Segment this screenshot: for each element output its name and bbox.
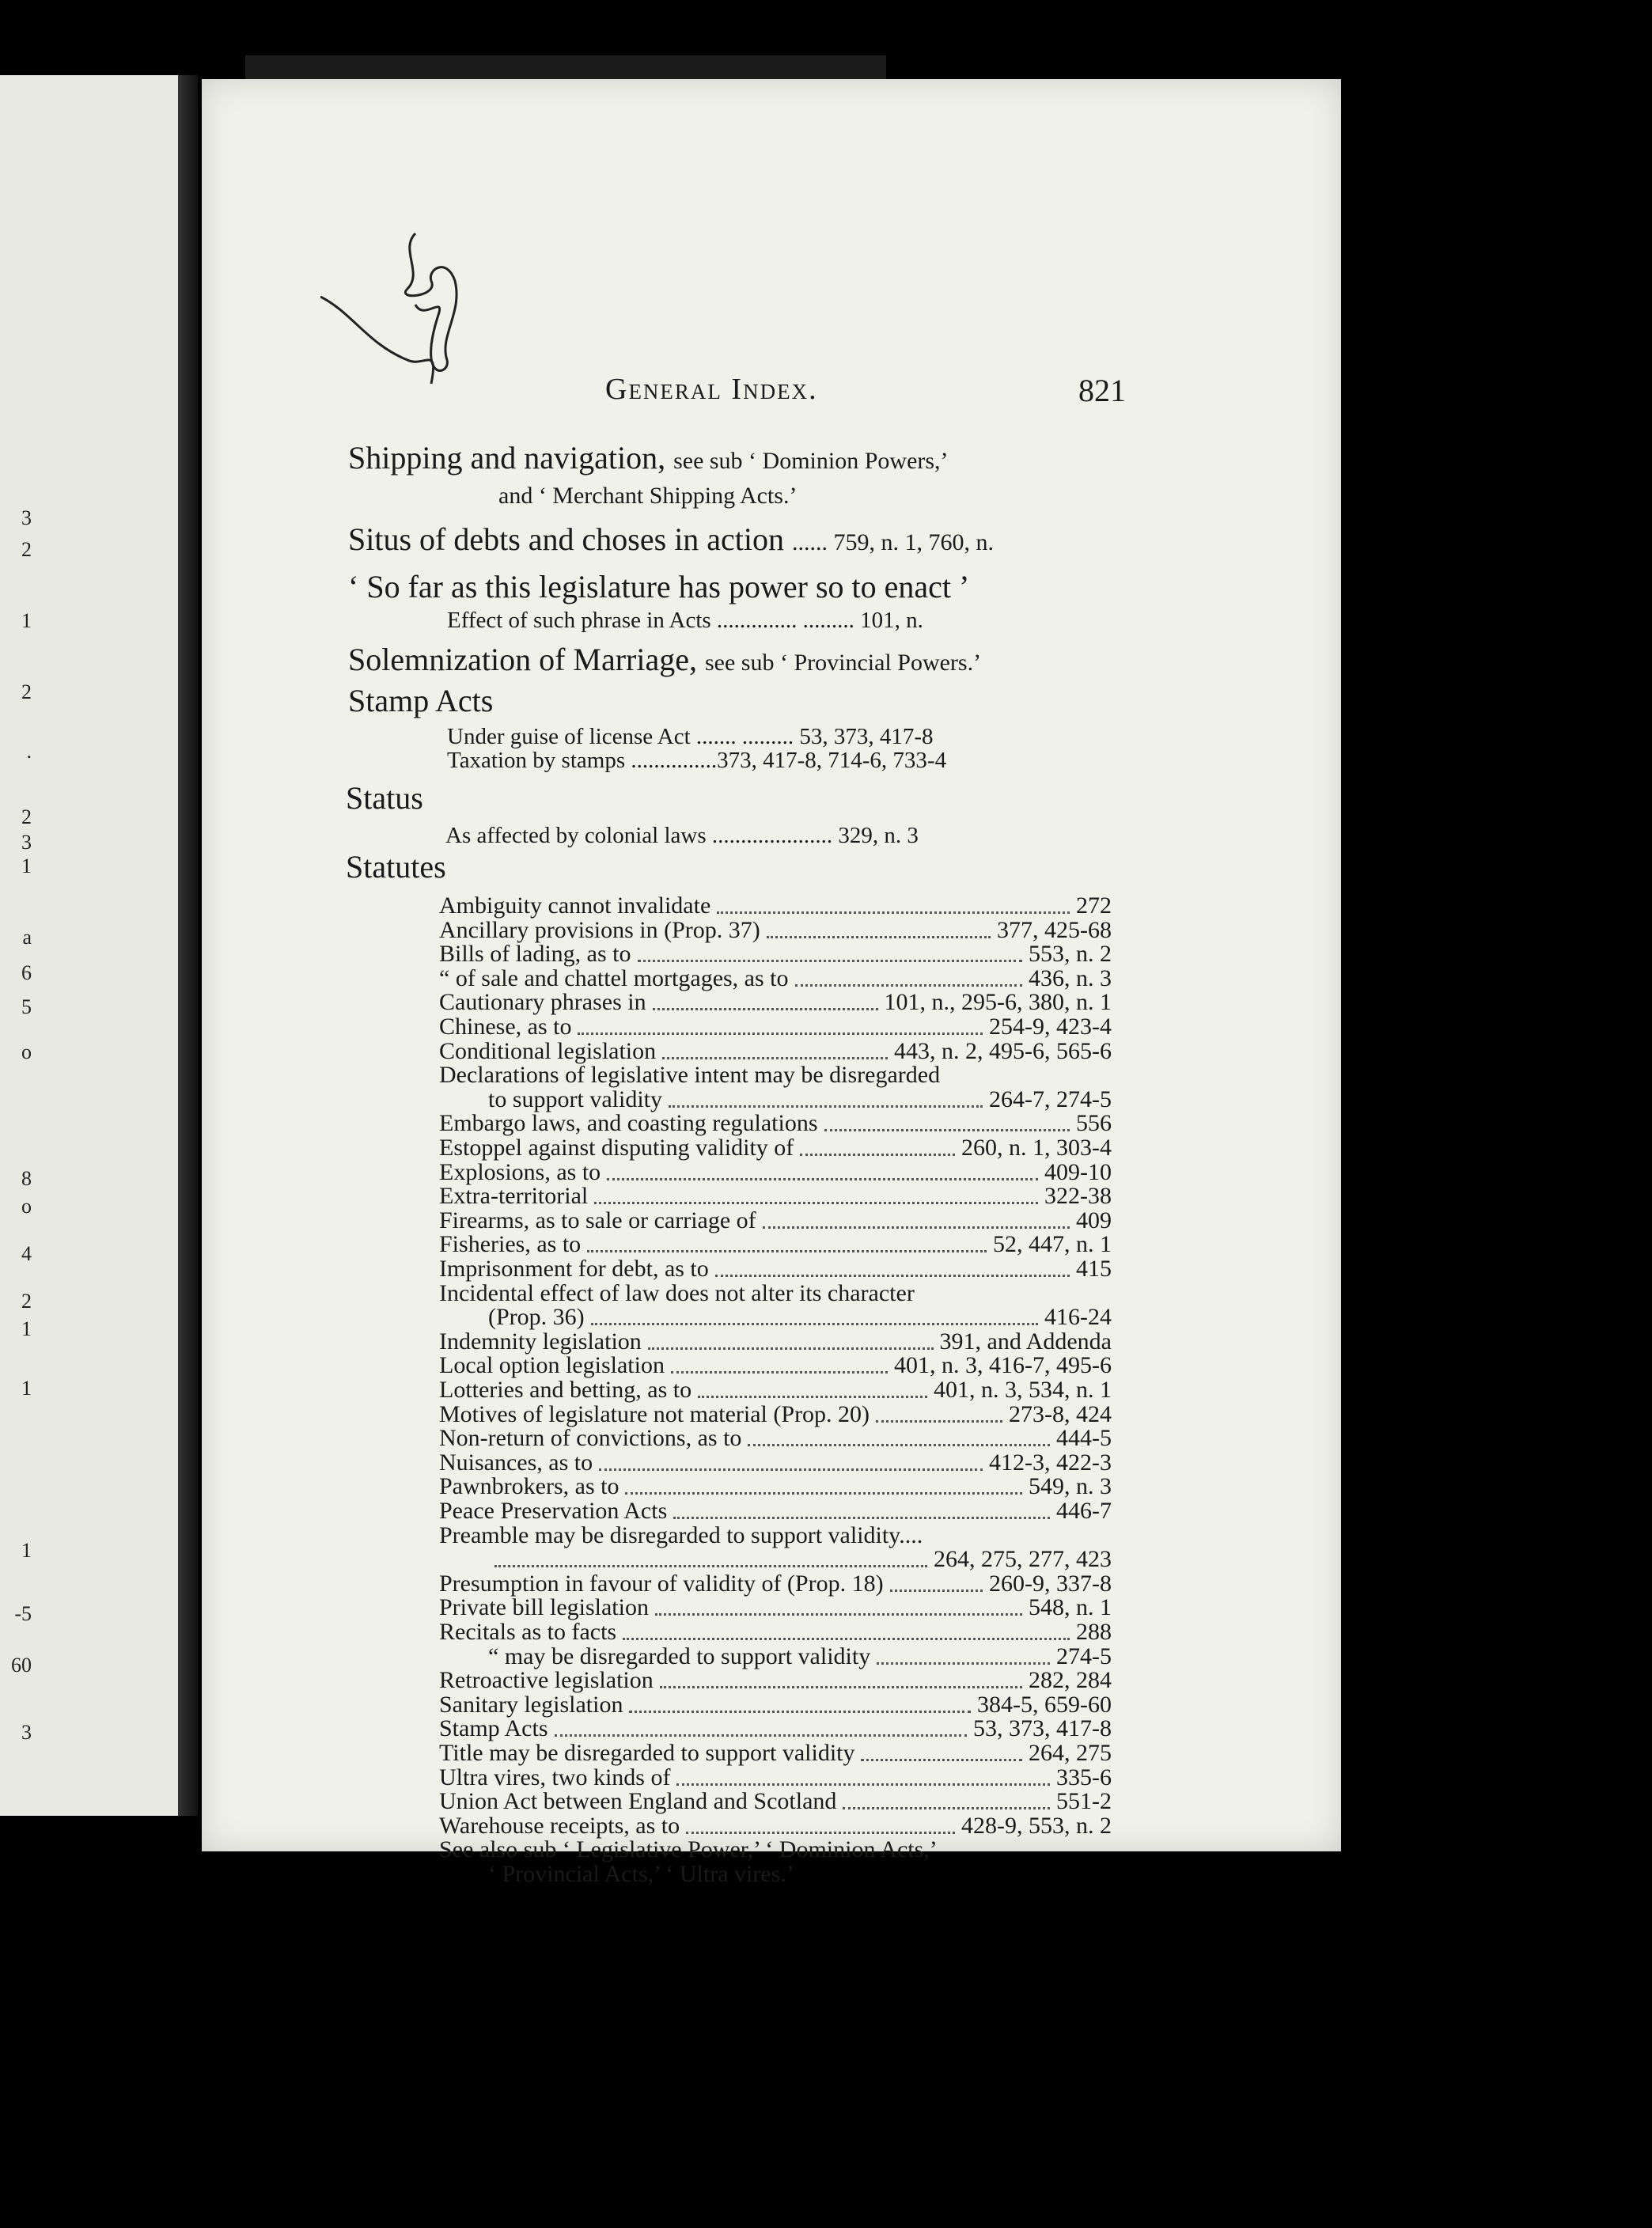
leader-dots — [715, 1273, 1070, 1277]
statute-subentry-label: Preamble may be disregarded to support validity.... — [439, 1521, 923, 1548]
page-number: 821 — [1078, 373, 1126, 408]
page-header — [202, 372, 1341, 419]
statute-subentry-label: Ultra vires, two kinds of — [439, 1764, 671, 1790]
leader-dots — [591, 1321, 1038, 1325]
stamp-acts-sub-1 — [447, 724, 934, 750]
statute-subentry-pages: 443, n. 2, 495-6, 565-6 — [894, 1037, 1112, 1064]
statute-subentry-label: Ambiguity cannot invalidate — [439, 892, 711, 919]
stamp-acts-sub-2 — [447, 748, 946, 774]
statute-subentry-pages: 416-24 — [1044, 1304, 1112, 1331]
leader-dots — [653, 1006, 878, 1010]
statute-subentry-label: Cautionary phrases in — [439, 989, 646, 1016]
leader-dots — [660, 1684, 1022, 1688]
leader-dots — [625, 1491, 1022, 1495]
statute-subentry-pages: 264-7, 274-5 — [989, 1086, 1112, 1112]
statute-subentry-pages: 260, n. 1, 303-4 — [961, 1135, 1112, 1161]
leader-dots — [767, 934, 991, 938]
statute-subentry-label: Fisheries, as to — [439, 1231, 582, 1258]
statute-subentry-label: Peace Preservation Acts — [439, 1498, 668, 1524]
statute-subentry-label: Incidental effect of law does not alter its character — [439, 1279, 915, 1306]
leader-dots — [648, 1346, 934, 1350]
leader-dots — [763, 1225, 1070, 1229]
statute-subentry-label: Union Act between England and Scotland — [439, 1788, 837, 1815]
entry-pages: ...... 759, n. 1, 760, n. — [792, 529, 995, 555]
leader-dots — [669, 1104, 983, 1108]
entry-head-text: Solemnization of Marriage, — [348, 642, 697, 677]
statute-subentry-pages: 322-38 — [1044, 1183, 1112, 1210]
leader-dots — [824, 1127, 1070, 1131]
left-page-fragment: 1 — [21, 609, 32, 632]
sub-label: Effect of such phrase in Acts — [447, 608, 711, 633]
statute-subentry-pages: 401, n. 3, 534, n. 1 — [934, 1377, 1112, 1403]
leader-dots — [795, 983, 1022, 987]
statute-subentry-pages: 53, 373, 417-8 — [973, 1715, 1112, 1742]
sub-pages: ...............373, 417-8, 714-6, 733-4 — [631, 748, 947, 773]
statute-subentry-label: Local option legislation — [439, 1352, 665, 1379]
leader-dots — [587, 1249, 987, 1252]
left-page-fragment: a — [22, 926, 32, 949]
status-sub — [445, 823, 919, 849]
statute-subentry-label: Lotteries and betting, as to — [439, 1377, 692, 1403]
statute-subentry-pages: 272 — [1076, 892, 1112, 919]
left-page-fragment: 2 — [21, 538, 32, 561]
sub-pages: ..................... 329, n. 3 — [711, 823, 919, 848]
statute-subentry-label: Declarations of legislative intent may be disregarded — [439, 1062, 941, 1089]
statute-subentry-pages: 412-3, 422-3 — [989, 1449, 1112, 1476]
running-title: General Index. — [605, 373, 818, 406]
leader-dots — [717, 910, 1070, 914]
statute-subentry-label: Private bill legislation — [439, 1594, 649, 1621]
statute-subentry-label: Indemnity legislation — [439, 1328, 642, 1355]
statute-subentry-label: Sanitary legislation — [439, 1691, 623, 1718]
gutter-shadow — [178, 75, 198, 1816]
entry-see-ref: see sub ‘ Dominion Powers,’ — [673, 448, 949, 474]
entry-head-text: Shipping and navigation, — [348, 440, 666, 476]
statute-subentry-label: Extra-territorial — [439, 1183, 589, 1210]
statute-subentry-label: Conditional legislation — [439, 1037, 657, 1064]
entry-so-far-sub — [447, 608, 923, 634]
statute-subentry-label: Recitals as to facts — [439, 1619, 617, 1645]
statute-subentry-label: Explosions, as to — [439, 1158, 601, 1185]
statute-subentry-pages: 415 — [1076, 1256, 1112, 1282]
left-page-edge — [0, 75, 178, 1816]
leader-dots — [555, 1733, 967, 1737]
leader-dots — [698, 1394, 927, 1398]
index-page — [202, 79, 1341, 1887]
leader-dots — [655, 1612, 1022, 1616]
leader-dots — [599, 1467, 983, 1471]
statute-subentry-pages: 273-8, 424 — [1009, 1400, 1112, 1427]
statute-subentry-label: Presumption in favour of validity of (Prop. 18) — [439, 1570, 884, 1597]
statute-subentry-label: Pawnbrokers, as to — [439, 1473, 620, 1500]
statute-subentry-label: Retroactive legislation — [439, 1667, 654, 1694]
leader-dots — [890, 1588, 983, 1592]
statute-subentry-label: Non-return of convictions, as to — [439, 1425, 742, 1452]
left-page-fragment: 2 — [21, 680, 32, 703]
statute-subentry-pages: 264, 275, 277, 423 — [934, 1546, 1112, 1573]
leader-dots — [671, 1370, 888, 1374]
left-page-fragment: 60 — [11, 1654, 32, 1677]
sub-label: Under guise of license Act — [447, 724, 691, 749]
statute-subentry-label: (Prop. 36) — [488, 1304, 585, 1331]
left-page-fragment: o — [21, 1040, 32, 1063]
leader-dots — [676, 1782, 1050, 1786]
statute-subentry-pages: 556 — [1076, 1110, 1112, 1137]
leader-dots — [607, 1177, 1038, 1180]
leader-dots — [629, 1709, 971, 1713]
left-page-fragment: 1 — [21, 1317, 32, 1340]
statute-subentry-label: “ of sale and chattel mortgages, as to — [439, 964, 789, 991]
statute-subentry-pages: 444-5 — [1056, 1425, 1112, 1452]
statute-subentry-pages: 401, n. 3, 416-7, 495-6 — [894, 1352, 1112, 1379]
statute-subentry-label: ‘ Provincial Acts,’ ‘ Ultra vires.’ — [488, 1861, 794, 1887]
statute-subentry-pages: 377, 425-68 — [997, 916, 1112, 943]
entry-see-ref: see sub ‘ Provincial Powers.’ — [704, 650, 982, 676]
left-page-fragment: . — [26, 740, 32, 763]
left-page-fragment: 1 — [21, 1539, 32, 1562]
statute-subentry-label: Stamp Acts — [439, 1715, 548, 1742]
statute-subentry-label: Firearms, as to sale or carriage of — [439, 1207, 756, 1233]
statute-subentry-pages: 553, n. 2 — [1029, 941, 1112, 968]
statute-subentry-label: Bills of lading, as to — [439, 941, 631, 968]
statute-subentry-label: to support validity — [488, 1086, 662, 1112]
left-page-fragment: 6 — [21, 961, 32, 984]
entry-situs — [348, 521, 994, 558]
entry-shipping-line2: and ‘ Merchant Shipping Acts.’ — [498, 483, 798, 509]
statute-subentry-label: Nuisances, as to — [439, 1449, 593, 1476]
statute-subentry-label: “ may be disregarded to support validity — [488, 1643, 871, 1669]
leader-dots — [686, 1830, 955, 1834]
sub-label: Taxation by stamps — [447, 748, 626, 773]
left-page-fragment: 8 — [21, 1167, 32, 1190]
statute-subentry-pages: 409 — [1076, 1207, 1112, 1233]
leader-dots — [594, 1200, 1038, 1204]
statute-subentry-label: Embargo laws, and coasting regulations — [439, 1110, 818, 1137]
sub-pages: ....... ......... 53, 373, 417-8 — [695, 724, 934, 749]
left-page-fragment: 1 — [21, 854, 32, 877]
left-page-fragment: o — [21, 1195, 32, 1218]
leader-dots — [494, 1563, 927, 1567]
leader-dots — [877, 1661, 1050, 1665]
statute-subentry-label: Warehouse receipts, as to — [439, 1812, 680, 1839]
statute-subentry-pages: 254-9, 423-4 — [989, 1014, 1112, 1040]
statute-subentry-pages: 409-10 — [1044, 1158, 1112, 1185]
leader-dots — [800, 1152, 955, 1156]
statute-subentry-pages: 260-9, 337-8 — [989, 1570, 1112, 1597]
leader-dots — [861, 1757, 1022, 1761]
leader-dots — [623, 1636, 1070, 1640]
statute-subentry-pages: 549, n. 3 — [1029, 1473, 1112, 1500]
statute-subentry-label: Title may be disregarded to support validity — [439, 1740, 855, 1766]
entry-statutes: Statutes — [346, 849, 446, 885]
statute-subentry-pages: 384-5, 659-60 — [977, 1691, 1112, 1718]
entry-solemnization — [348, 641, 981, 678]
statute-subentry-label: See also sub ‘ Legislative Power,’ ‘ Dominion Acts,’ — [439, 1836, 938, 1863]
left-page-fragment: 2 — [21, 1290, 32, 1313]
statute-subentry-pages: 264, 275 — [1029, 1740, 1112, 1766]
statute-subentry-pages: 436, n. 3 — [1029, 964, 1112, 991]
sub-label: As affected by colonial laws — [445, 823, 707, 848]
entry-head-text: Situs of debts and choses in action — [348, 521, 785, 557]
statute-subentry-label: Ancillary provisions in (Prop. 37) — [439, 916, 760, 943]
statute-subentry-pages: 101, n., 295-6, 380, n. 1 — [884, 989, 1112, 1016]
leader-dots — [748, 1442, 1050, 1446]
entry-so-far-as: ‘ So far as this legislature has power so to enact ’ — [348, 569, 970, 604]
entry-status: Status — [346, 780, 423, 816]
statute-subentry-label: Estoppel against disputing validity of — [439, 1135, 794, 1161]
leader-dots — [843, 1806, 1050, 1809]
left-page-fragment: 3 — [21, 831, 32, 854]
statute-subentry-pages: 274-5 — [1056, 1643, 1112, 1669]
left-page-fragment: 2 — [21, 805, 32, 828]
statute-subentry-pages: 282, 284 — [1029, 1667, 1112, 1694]
left-page-fragment: 4 — [21, 1242, 32, 1265]
leader-dots — [876, 1419, 1002, 1423]
sub-pages: .............. ......... 101, n. — [716, 608, 923, 633]
left-page-fragment: 3 — [21, 506, 32, 529]
left-page-fragment: 3 — [21, 1721, 32, 1744]
leader-dots — [662, 1055, 888, 1059]
leader-dots — [638, 958, 1022, 962]
entry-stamp-acts: Stamp Acts — [348, 683, 494, 718]
statute-subentry-pages: 446-7 — [1056, 1498, 1112, 1524]
entry-shipping — [348, 439, 949, 476]
statute-subentry-pages: 551-2 — [1056, 1788, 1112, 1815]
statute-subentry-pages: 335-6 — [1056, 1764, 1112, 1790]
statute-subentry-label: Chinese, as to — [439, 1014, 572, 1040]
leader-dots — [578, 1031, 983, 1035]
left-page-fragment: -5 — [14, 1602, 32, 1625]
left-page-fragment: 5 — [21, 995, 32, 1018]
statute-subentry-label: Imprisonment for debt, as to — [439, 1256, 709, 1282]
statute-subentry-pages: 391, and Addenda — [939, 1328, 1112, 1355]
statute-subentry-pages: 548, n. 1 — [1029, 1594, 1112, 1621]
leader-dots — [673, 1515, 1050, 1519]
statute-subentry-pages: 428-9, 553, n. 2 — [961, 1812, 1112, 1839]
statute-subentry-pages: 288 — [1076, 1619, 1112, 1645]
left-page-fragment: 1 — [21, 1377, 32, 1400]
statute-subentry-pages: 52, 447, n. 1 — [993, 1231, 1112, 1258]
statute-subentry-label: Motives of legislature not material (Prop. 20) — [439, 1400, 870, 1427]
